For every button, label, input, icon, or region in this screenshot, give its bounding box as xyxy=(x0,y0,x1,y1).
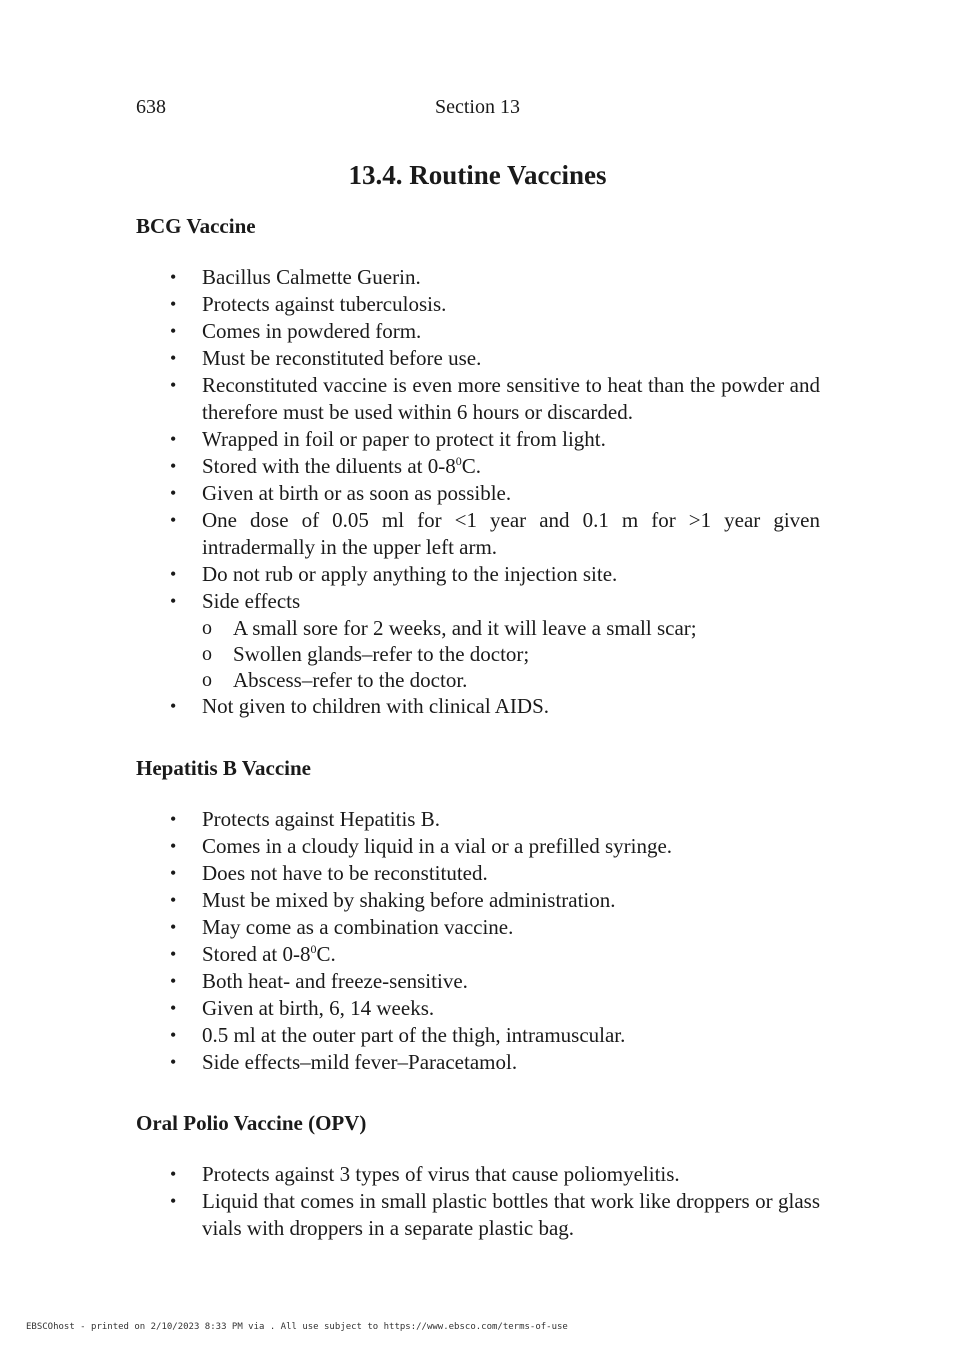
opv-list xyxy=(136,1161,820,1242)
bullet-icon: • xyxy=(170,267,177,287)
bullet-icon: • xyxy=(170,429,177,449)
list-item: • Protects against tuberculosis. xyxy=(170,292,447,316)
bullet-icon: • xyxy=(170,863,177,883)
bullet-icon: • xyxy=(170,836,177,856)
bcg-list xyxy=(136,264,820,720)
side-effects-list xyxy=(202,615,820,693)
list-item: • Wrapped in foil or paper to protect it from light. xyxy=(170,427,606,451)
hepatitis-b-list xyxy=(136,806,820,1076)
circle-bullet-icon: o xyxy=(202,617,212,639)
bullet-icon: • xyxy=(170,809,177,829)
sub-list-item: o A small sore for 2 weeks, and it will leave a small scar; xyxy=(202,616,697,640)
hepatitis-b-section xyxy=(136,754,820,1076)
list-item: • Liquid that comes in small plastic bottles that work like droppers or glass vials with droppers in a separate plastic bag. xyxy=(170,1189,820,1240)
list-item: • Protects against 3 types of virus that cause poliomyelitis. xyxy=(170,1162,680,1186)
page-title: 13.4. Routine Vaccines xyxy=(348,160,607,190)
list-item: • 0.5 ml at the outer part of the thigh, intramuscular. xyxy=(170,1023,626,1047)
list-item: • Must be reconstituted before use. xyxy=(170,346,482,370)
opv-section xyxy=(136,1109,820,1242)
circle-bullet-icon: o xyxy=(202,669,212,691)
sub-list-item: o Swollen glands–refer to the doctor; xyxy=(202,642,530,666)
bullet-icon: • xyxy=(170,564,177,584)
bullet-icon: • xyxy=(170,483,177,503)
bullet-icon: • xyxy=(170,456,177,476)
bullet-icon: • xyxy=(170,375,177,395)
list-item: • Stored at $0-8^0C$. xyxy=(170,942,336,966)
list-item: • Bacillus Calmette Guerin. xyxy=(170,265,421,289)
bullet-icon: • xyxy=(170,696,177,716)
list-item: • Both heat- and freeze-sensitive. xyxy=(170,969,468,993)
bullet-icon: • xyxy=(170,917,177,937)
footer-notice: EBSCOhost - printed on 2/10/2023 8:33 PM via . All use subject to https://www.ebsco.com/terms-of-use xyxy=(26,1322,568,1332)
list-item: • Reconstituted vaccine is even more sensitive to heat than the powder and therefore must be used within 6 hours or discarded. xyxy=(170,373,820,424)
section-heading: BCG Vaccine xyxy=(136,214,256,238)
bullet-icon: • xyxy=(170,971,177,991)
bullet-icon: • xyxy=(170,510,177,530)
list-item: • One dose of 0.05 ml for <1 year and 0.1 m for >1 year given intradermally in the upper left arm. xyxy=(170,508,820,559)
bcg-section xyxy=(136,212,820,720)
circle-bullet-icon: o xyxy=(202,643,212,665)
list-item: • Side effects o A small sore for 2 weeks, and it will leave a small scar; o Swollen glands–refer to the doctor; o Abscess–refer to the doctor. xyxy=(136,588,820,693)
section-heading: Hepatitis B Vaccine xyxy=(136,756,312,780)
bullet-icon: • xyxy=(170,1164,177,1184)
list-item: • May come as a combination vaccine. xyxy=(170,915,514,939)
bullet-icon: • xyxy=(170,1052,177,1072)
bullet-icon: • xyxy=(170,321,177,341)
bullet-icon: • xyxy=(170,1191,177,1211)
list-item: • Does not have to be reconstituted. xyxy=(170,861,488,885)
list-item: • Stored with the diluents at $0-8^0C$. xyxy=(170,454,481,478)
bullet-icon: • xyxy=(170,348,177,368)
running-head: Section 13 xyxy=(435,96,520,118)
bullet-icon: • xyxy=(170,591,177,611)
bullet-icon: • xyxy=(170,294,177,314)
section-heading: Oral Polio Vaccine (OPV) xyxy=(136,1111,367,1135)
sub-list-item: o Abscess–refer to the doctor. xyxy=(202,668,468,692)
bullet-icon: • xyxy=(170,944,177,964)
list-item: • Given at birth, 6, 14 weeks. xyxy=(170,996,435,1020)
list-item: • Given at birth or as soon as possible. xyxy=(170,481,512,505)
list-item: • Not given to children with clinical AIDS. xyxy=(170,694,550,718)
list-item: • Comes in powdered form. xyxy=(170,319,422,343)
list-item: • Do not rub or apply anything to the injection site. xyxy=(170,562,618,586)
bullet-icon: • xyxy=(170,890,177,910)
list-item: • Must be mixed by shaking before administration. xyxy=(170,888,616,912)
page-number: 638 xyxy=(136,96,166,118)
bullet-icon: • xyxy=(170,998,177,1018)
bullet-icon: • xyxy=(170,1025,177,1045)
list-item: • Comes in a cloudy liquid in a vial or a prefilled syringe. xyxy=(170,834,673,858)
list-item: • Protects against Hepatitis B. xyxy=(170,807,440,831)
list-item: • Side effects–mild fever–Paracetamol. xyxy=(170,1050,518,1074)
